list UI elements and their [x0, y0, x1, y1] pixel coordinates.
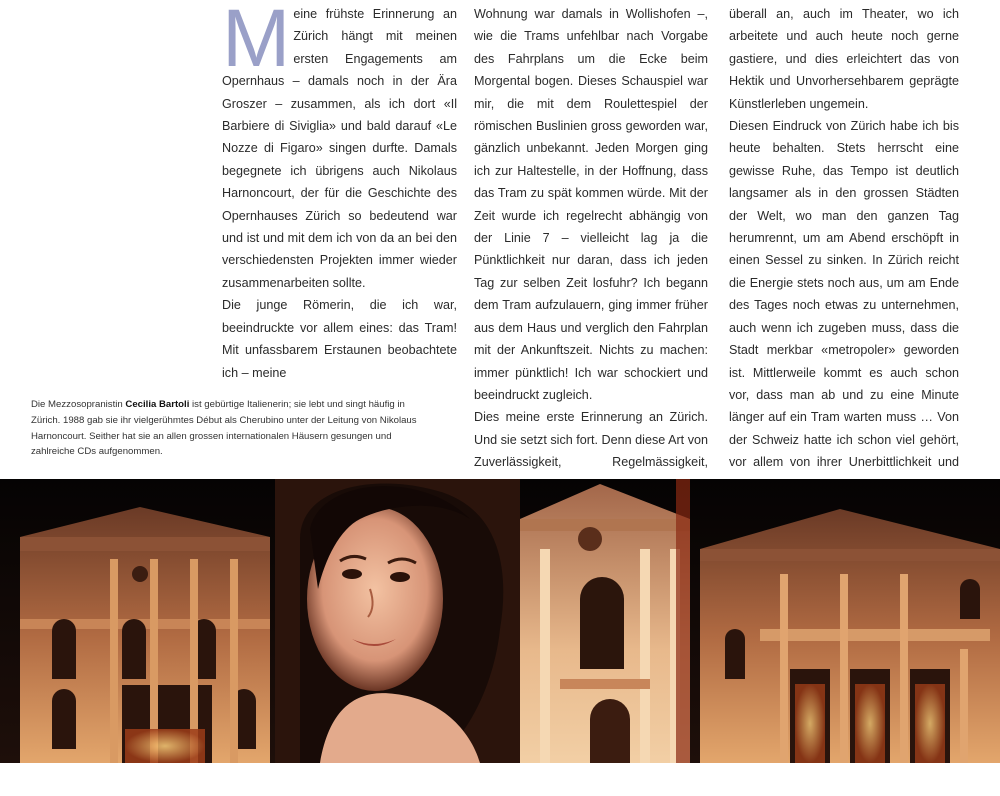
- portrait-image: [275, 479, 520, 763]
- caption-name: Cecilia Bartoli: [125, 399, 190, 410]
- article-paragraph: überall an, auch im Theater, wo ich arbeitete und auch heute noch gerne gastiere, und dies erleichtert das von Hektik und Unvorhersehbarem geprägte Künstlerleben ungemein.: [729, 7, 959, 111]
- article-column-1: [222, 0, 457, 384]
- article-paragraph: Die junge Römerin, die ich war, beeindruckte vor allem eines: das Tram! Mit unfassbarem Erstaunen beobachtete ich – meine: [222, 298, 457, 380]
- photo-caption: [31, 397, 436, 460]
- article-paragraph: Wohnung war damals in Wollishofen –, wie die Trams unfehlbar nach Vorgabe des Fahrplans um die Ecke beim Morgental bogen. Dieses Schauspiel war mir, die mit dem Roulettespiel der römischen Buslinien gross geworden war, gänzlich unbekannt. Jeden Morgen ging ich zur Haltestelle, in der Hoffnung, dass das Tram zu spät kommen würde. Mit der Zeit wurde ich regelrecht abhängig von der Linie 7 – vielleicht lag ja die Pünktlichkeit nur daran, dass ich jeden Tag zur selben Zeit losfuhr? Ich begann dem Tram aufzulauern, ging immer früher aus dem Haus und verglich den Fahrplan mit der Ankunftszeit. Nichts zu machen: immer pünktlich! Ich war schockiert und beeindruckt zugleich.: [474, 7, 708, 402]
- center-building: [520, 479, 690, 763]
- page-bottom-margin: [0, 763, 1000, 796]
- article-column-2: [474, 3, 708, 518]
- opera-house-photo: [0, 479, 1000, 763]
- article-paragraph: Diesen Eindruck von Zürich habe ich bis heute behalten. Stets herrscht eine gewisse Ruhe, das Tempo ist deutlich langsamer als in den grossen Städten der Welt, wo man den ganzen Tag herumrennt, um am Abend erschöpft in einen Sessel zu sinken. In Zürich reicht die Energie stets noch aus, um am Ende des Tages noch etwas zu unternehmen, auch wenn ich zugeben muss, dass die Stadt merkbar «metropoler» geworden ist. Mittlerweile kommt es auch schon vor, dass man ab und zu eine Minute länger auf ein Tram warten muss … Von der Schweiz hatte ich schon viel gehört, vor allem von ihrer Unerbittlichkeit und: [729, 119, 959, 470]
- paragraph-text: eine frühste Erinnerung an Zürich hängt mit meinen ersten Engagements am Opernhaus – damals noch in der Ära Groszer – zusammen, als ich dort «Il Barbiere di Siviglia» und bald darauf «Le Nozze di Figaro» singen durfte. Damals begegnete ich übrigens auch Nikolaus Harnoncourt, der für die Geschichte des Opernhauses Zürich so bedeutend war und ist und mit dem ich von da an bei den verschiedensten Projekten immer wieder zusammenarbeiten sollte.: [222, 7, 457, 290]
- article-paragraph: [222, 0, 457, 294]
- caption-text-start: Die Mezzosopranistin: [31, 399, 126, 410]
- drop-cap: M: [222, 0, 291, 84]
- article-paragraph: Dies meine erste Erinnerung an Zürich. Und sie setzt sich fort. Denn diese Art von Zuverlässigkeit, Regelmässigkeit,: [474, 410, 708, 470]
- opera-house-illustration: [0, 479, 1000, 763]
- right-building: [700, 509, 1000, 763]
- caption-text-end: ist gebürtige Italienerin; sie lebt und singt häufig in Zürich. 1988 gab sie ihr vielgerühmtes Début als Cherubino unter der Leitung von Nikolaus Harnoncourt. Seither hat sie an allen grossen internationalen Häusern gesungen und zahlreiche CDs aufgenommen.: [31, 399, 417, 458]
- left-building: [20, 507, 270, 763]
- article-column-3: [729, 3, 959, 518]
